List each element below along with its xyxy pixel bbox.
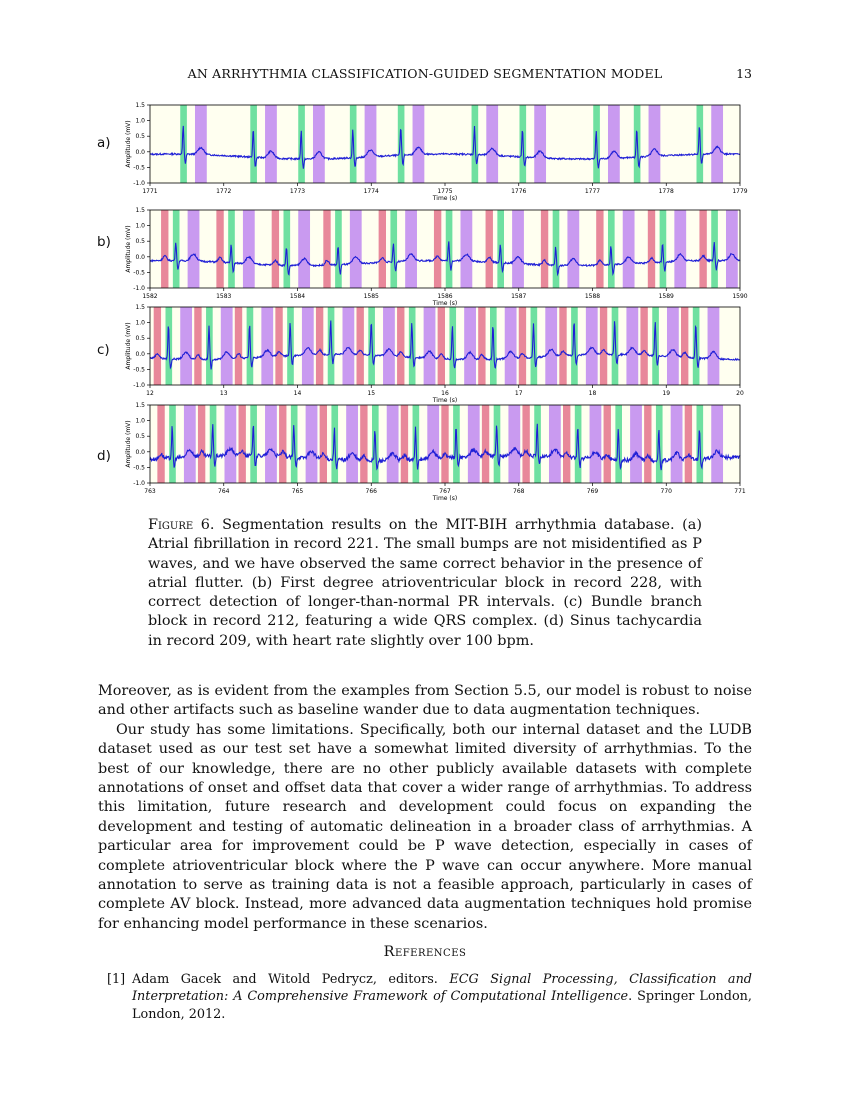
- y-tick-label: -1.0: [133, 180, 145, 187]
- x-tick-label: 763: [144, 488, 156, 495]
- ecg-panel-a: [92, 100, 752, 200]
- t-wave-band: [195, 105, 207, 183]
- y-tick-label: 1.5: [135, 102, 145, 109]
- y-tick-label: 1.5: [135, 304, 145, 311]
- x-tick-label: 1772: [216, 188, 232, 195]
- qrs-band: [368, 307, 375, 385]
- t-wave-band: [224, 405, 236, 483]
- t-wave-band: [567, 210, 579, 288]
- y-tick-label: -0.5: [133, 269, 145, 277]
- t-wave-band: [674, 210, 686, 288]
- p-wave-band: [275, 307, 282, 385]
- x-tick-label: 20: [736, 390, 744, 397]
- p-wave-band: [397, 307, 404, 385]
- x-tick-label: 1583: [216, 293, 232, 300]
- y-tick-label: 0.5: [135, 133, 145, 141]
- t-wave-band: [180, 307, 192, 385]
- y-tick-label: 1.5: [135, 207, 145, 214]
- x-tick-label: 769: [586, 488, 599, 495]
- x-tick-label: 1771: [142, 188, 158, 195]
- p-wave-band: [522, 405, 529, 483]
- x-axis-label: Time (s): [432, 397, 458, 404]
- p-wave-band: [316, 307, 323, 385]
- t-wave-band: [387, 405, 399, 483]
- x-tick-label: 1775: [437, 188, 453, 195]
- x-tick-label: 1778: [658, 188, 674, 195]
- reference-body: [132, 971, 752, 1023]
- t-wave-band: [424, 307, 436, 385]
- p-wave-band: [563, 405, 570, 483]
- x-tick-label: 1584: [289, 293, 306, 300]
- t-wave-band: [413, 105, 425, 183]
- t-wave-band: [667, 307, 679, 385]
- t-wave-band: [243, 210, 255, 288]
- p-wave-band: [154, 307, 161, 385]
- t-wave-band: [649, 105, 661, 183]
- t-wave-band: [427, 405, 439, 483]
- y-tick-label: 1.0: [135, 117, 145, 125]
- x-tick-label: 765: [291, 488, 304, 495]
- references-heading: References: [383, 944, 467, 960]
- p-wave-band: [157, 405, 164, 483]
- qrs-band: [328, 307, 335, 385]
- t-wave-band: [221, 307, 233, 385]
- y-tick-label: 1.0: [135, 222, 145, 230]
- t-wave-band: [265, 105, 277, 183]
- page-number: 13: [736, 66, 752, 81]
- y-tick-label: 0.5: [135, 238, 145, 246]
- y-tick-label: -1.0: [133, 480, 145, 487]
- x-tick-label: 771: [734, 488, 746, 495]
- p-wave-band: [323, 210, 330, 288]
- x-tick-label: 770: [660, 488, 672, 495]
- t-wave-band: [508, 405, 520, 483]
- paragraph: Moreover, as is evident from the examples from Section 5.5, our model is robust to noise and other artifacts such as baseline wander due to data augmentation techniques.: [98, 683, 752, 719]
- t-wave-band: [468, 405, 480, 483]
- ecg-panel-c: [92, 302, 752, 402]
- t-wave-band: [608, 105, 620, 183]
- p-wave-band: [434, 210, 441, 288]
- t-wave-band: [708, 307, 720, 385]
- p-wave-band: [559, 307, 566, 385]
- y-tick-label: 1.0: [135, 319, 145, 327]
- x-tick-label: 14: [293, 390, 302, 397]
- t-wave-band: [265, 405, 277, 483]
- t-wave-band: [711, 405, 723, 483]
- t-wave-band: [365, 105, 377, 183]
- x-tick-label: 17: [514, 390, 523, 397]
- t-wave-band: [350, 210, 362, 288]
- x-tick-label: 1590: [732, 293, 748, 300]
- t-wave-band: [711, 105, 723, 183]
- p-wave-band: [644, 405, 651, 483]
- p-wave-band: [478, 307, 485, 385]
- x-tick-label: 764: [218, 488, 230, 495]
- t-wave-band: [460, 210, 472, 288]
- t-wave-band: [302, 307, 314, 385]
- p-wave-band: [482, 405, 489, 483]
- y-tick-label: 0.0: [135, 350, 145, 358]
- y-tick-label: 0.0: [135, 148, 145, 156]
- p-wave-band: [604, 405, 611, 483]
- x-tick-label: 16: [441, 390, 449, 397]
- t-wave-band: [630, 405, 642, 483]
- y-tick-label: 1.0: [135, 417, 145, 425]
- running-title: AN ARRHYTHMIA CLASSIFICATION-GUIDED SEGMENTATION MODEL: [187, 66, 663, 81]
- y-axis-label: Amplitude (mV): [125, 225, 132, 273]
- p-wave-band: [401, 405, 408, 483]
- t-wave-band: [671, 405, 683, 483]
- t-wave-band: [342, 307, 354, 385]
- x-tick-label: 1587: [511, 293, 527, 300]
- x-tick-label: 18: [588, 390, 597, 397]
- y-tick-label: -1.0: [133, 382, 145, 389]
- p-wave-band: [640, 307, 647, 385]
- p-wave-band: [320, 405, 327, 483]
- p-wave-band: [685, 405, 692, 483]
- t-wave-band: [586, 307, 598, 385]
- reference-publisher: . Springer London, London, 2012.: [132, 989, 752, 1022]
- t-wave-band: [626, 307, 638, 385]
- t-wave-band: [313, 105, 325, 183]
- x-tick-label: 1588: [584, 293, 601, 300]
- x-axis-label: Time (s): [432, 495, 458, 502]
- p-wave-band: [519, 307, 526, 385]
- p-wave-band: [216, 210, 223, 288]
- x-tick-label: 1585: [363, 293, 379, 300]
- panel-label-d: d): [97, 448, 111, 464]
- t-wave-band: [505, 307, 517, 385]
- p-wave-band: [596, 210, 603, 288]
- x-tick-label: 1777: [584, 188, 601, 195]
- t-wave-band: [726, 210, 738, 288]
- t-wave-band: [405, 210, 417, 288]
- body-text: [98, 682, 752, 934]
- x-tick-label: 1582: [142, 293, 158, 300]
- x-tick-label: 1774: [363, 188, 379, 195]
- p-wave-band: [198, 405, 205, 483]
- p-wave-band: [379, 210, 386, 288]
- x-tick-label: 767: [439, 488, 451, 495]
- caption-text: Segmentation results on the MIT-BIH arrhythmia database. (a) Atrial fibrillation in record 221. The small bumps are not misidentified as P waves, and we have observed the same correct behavior in the presence of atrial flutter. (b) First degree atrioventricular block in record 228, with correct detection of longer-than-normal PR intervals. (c) Bundle branch block in record 212, featuring a wide QRS complex. (d) Sinus tachycardia in record 209, with heart rate slightly over 100 bpm.: [148, 517, 702, 649]
- t-wave-band: [534, 105, 546, 183]
- running-head: [0, 66, 850, 82]
- y-tick-label: 0.5: [135, 335, 145, 343]
- t-wave-band: [383, 307, 395, 385]
- y-tick-label: -0.5: [133, 366, 145, 374]
- x-tick-label: 1773: [289, 188, 306, 195]
- p-wave-band: [541, 210, 548, 288]
- p-wave-band: [681, 307, 688, 385]
- p-wave-band: [235, 307, 242, 385]
- t-wave-band: [623, 210, 635, 288]
- p-wave-band: [699, 210, 706, 288]
- x-tick-label: 12: [146, 390, 154, 397]
- reference-authors: Adam Gacek and Witold Pedrycz, editors.: [132, 972, 438, 987]
- x-tick-label: 19: [662, 390, 671, 397]
- y-tick-label: 0.0: [135, 448, 145, 456]
- p-wave-band: [441, 405, 448, 483]
- qrs-band: [612, 307, 619, 385]
- t-wave-band: [298, 210, 310, 288]
- t-wave-band: [464, 307, 476, 385]
- t-wave-band: [486, 105, 498, 183]
- x-axis-label: Time (s): [432, 195, 458, 202]
- figure-caption: [148, 516, 702, 651]
- caption-label: Figure 6.: [148, 517, 215, 533]
- y-axis-label: Amplitude (mV): [125, 322, 132, 370]
- p-wave-band: [239, 405, 246, 483]
- x-tick-label: 1779: [732, 188, 748, 195]
- t-wave-band: [184, 405, 196, 483]
- p-wave-band: [648, 210, 655, 288]
- y-tick-label: -0.5: [133, 464, 145, 472]
- t-wave-band: [346, 405, 358, 483]
- p-wave-band: [194, 307, 201, 385]
- figure-6: [0, 95, 850, 505]
- p-wave-band: [272, 210, 279, 288]
- x-axis-label: Time (s): [432, 300, 458, 307]
- t-wave-band: [261, 307, 273, 385]
- y-axis-label: Amplitude (mV): [125, 120, 132, 168]
- p-wave-band: [357, 307, 364, 385]
- p-wave-band: [438, 307, 445, 385]
- x-tick-label: 1776: [511, 188, 527, 195]
- y-tick-label: 0.5: [135, 433, 145, 441]
- x-tick-label: 766: [365, 488, 377, 495]
- y-axis-label: Amplitude (mV): [125, 420, 132, 468]
- reference-number: [1]: [107, 972, 126, 987]
- y-tick-label: -0.5: [133, 164, 145, 172]
- p-wave-band: [600, 307, 607, 385]
- p-wave-band: [486, 210, 493, 288]
- t-wave-band: [549, 405, 561, 483]
- t-wave-band: [590, 405, 602, 483]
- t-wave-band: [545, 307, 557, 385]
- x-tick-label: 15: [367, 390, 376, 397]
- p-wave-band: [279, 405, 286, 483]
- panel-label-c: c): [97, 342, 110, 358]
- p-wave-band: [360, 405, 367, 483]
- ecg-panel-d: [92, 400, 752, 500]
- reference-item: [107, 971, 752, 1023]
- y-tick-label: 1.5: [135, 402, 145, 409]
- y-tick-label: -1.0: [133, 285, 145, 292]
- p-wave-band: [161, 210, 168, 288]
- x-tick-label: 1589: [658, 293, 674, 300]
- x-tick-label: 768: [513, 488, 525, 495]
- ecg-panel-b: [92, 205, 752, 305]
- t-wave-band: [512, 210, 524, 288]
- x-tick-label: 13: [219, 390, 228, 397]
- t-wave-band: [188, 210, 200, 288]
- reference-book-title: ECG Signal Processing, Classification and Interpretation: A Comprehensive Framework of Computational Intelligence: [132, 972, 752, 1005]
- paragraph: Our study has some limitations. Specifically, both our internal dataset and the LUDB dataset used as our test set have a somewhat limited diversity of arrhythmias. To the best of our knowledge, there are no other publicly available datasets with complete annotations of onset and offset data that cover a wider range of arrhythmias. To address this limitation, future research and development could focus on expanding the development and testing of automatic delineation in a broader class of arrhythmias. A particular area for improvement could be P wave detection, especially in cases of complete atrioventricular block where the P wave can occur anywhere. More manual annotation to serve as training data is not a feasible approach, particularly in cases of complete AV block. Instead, more advanced data augmentation techniques hold promise for enhancing model performance in these scenarios.: [98, 721, 752, 932]
- x-tick-label: 1586: [437, 293, 453, 300]
- t-wave-band: [306, 405, 318, 483]
- panel-label-a: a): [97, 135, 111, 151]
- panel-label-b: b): [97, 234, 111, 250]
- y-tick-label: 0.0: [135, 253, 145, 261]
